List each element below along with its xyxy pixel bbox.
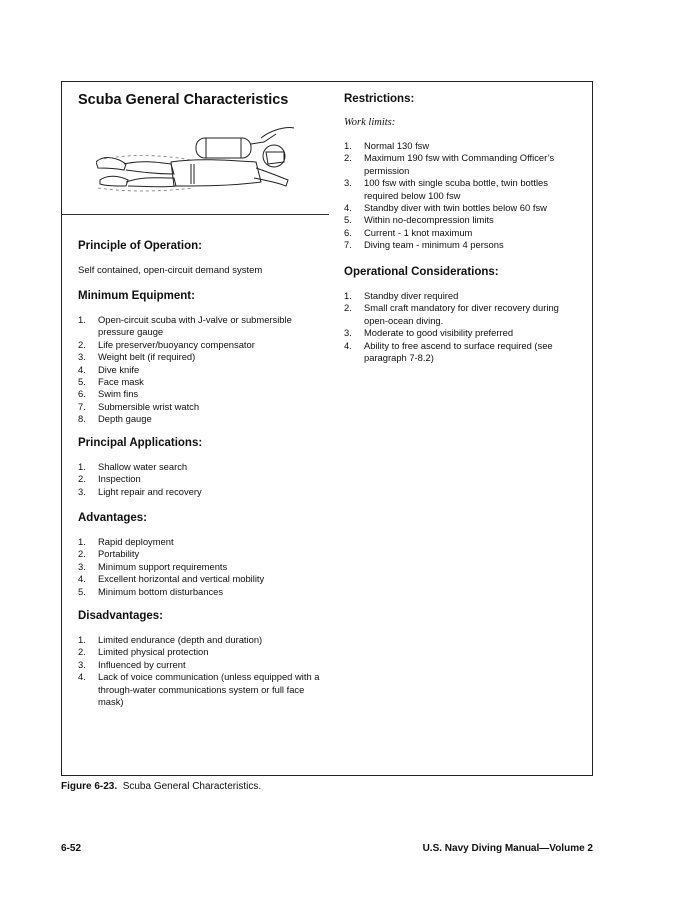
list-item-number: 4. [78, 671, 86, 683]
advantages-list [78, 536, 328, 598]
list-item [344, 239, 579, 251]
list-item-number: 5. [344, 214, 352, 226]
list-item-number: 2. [78, 646, 86, 658]
list-item-number: 7. [344, 239, 352, 251]
list-item-text: Standby diver required [364, 290, 459, 301]
list-item [78, 659, 328, 671]
list-item-text: Normal 130 fsw [364, 140, 430, 151]
list-item-text: Submersible wrist watch [98, 400, 200, 412]
page-title: Scuba General Characteristics [78, 92, 289, 108]
list-item [78, 401, 328, 413]
list-item-number: 7. [78, 400, 86, 412]
list-item [78, 561, 328, 573]
min-equipment-section [78, 290, 328, 426]
list-item [78, 536, 328, 548]
list-item-number: 1. [78, 461, 86, 472]
advantages-section [78, 512, 328, 598]
list-item-text: 100 fsw with single scuba bottle, twin bottles required below 100 fsw [364, 177, 548, 201]
list-item [78, 339, 328, 351]
list-item-number: 5. [78, 376, 86, 388]
list-item-number: 3. [78, 658, 86, 670]
list-item [78, 388, 328, 400]
list-item-number: 4. [78, 573, 86, 585]
advantages-heading: Advantages: [78, 512, 148, 524]
list-item-text: Limited endurance (depth and duration) [98, 634, 263, 645]
list-item-text: Portability [98, 548, 140, 560]
list-item-text: Shallow water search [98, 461, 188, 472]
list-item-number: 2. [78, 473, 86, 485]
list-item [344, 140, 579, 152]
list-item-text: Swim fins [98, 388, 139, 400]
list-item [78, 548, 328, 560]
list-item-text: Minimum support requirements [98, 560, 228, 572]
principle-section [78, 240, 328, 276]
list-item-number: 3. [344, 327, 352, 339]
min-equipment-heading: Minimum Equipment: [78, 290, 195, 302]
list-item-number: 8. [78, 413, 86, 425]
list-item-number: 1. [344, 290, 352, 301]
applications-list [78, 461, 328, 498]
list-item [344, 202, 579, 214]
operational-list [344, 290, 579, 364]
manual-title: U.S. Navy Diving Manual—Volume 2 [422, 843, 593, 854]
list-item [344, 227, 579, 239]
list-item-number: 1. [78, 634, 86, 645]
list-item [78, 671, 328, 708]
principle-text: Self contained, open-circuit demand system [78, 265, 263, 276]
list-item-number: 1. [78, 314, 86, 325]
disadvantages-heading: Disadvantages: [78, 610, 164, 622]
list-item-text: Small craft mandatory for diver recovery during open-ocean diving. [364, 302, 559, 326]
list-item-text: Life preserver/buoyancy compensator [98, 338, 255, 350]
list-item-text: Depth gauge [98, 413, 152, 425]
list-item-number: 4. [344, 339, 352, 351]
list-item-text: Minimum bottom disturbances [98, 585, 224, 597]
list-item [344, 290, 579, 302]
list-item [344, 152, 579, 177]
disadvantages-section [78, 610, 328, 708]
list-item-text: Face mask [98, 376, 144, 388]
work-limits-subheading: Work limits: [344, 117, 396, 128]
list-item-text: Ability to free ascend to surface required (see paragraph 7-8.2) [364, 339, 553, 364]
list-item-number: 5. [78, 585, 86, 597]
list-item [344, 302, 579, 327]
list-item-number: 3. [78, 485, 86, 497]
list-item-number: 2. [78, 338, 86, 350]
list-item-text: Excellent horizontal and vertical mobility [98, 573, 265, 585]
list-item-number: 6. [344, 226, 352, 238]
applications-heading: Principal Applications: [78, 437, 203, 449]
list-item [78, 486, 328, 498]
list-item-text: Rapid deployment [98, 536, 174, 547]
list-item-text: Light repair and recovery [98, 485, 202, 497]
list-item-text: Maximum 190 fsw with Commanding Officer’s permission [364, 152, 555, 176]
list-item [78, 473, 328, 485]
list-item-number: 4. [78, 363, 86, 375]
list-item [344, 327, 579, 339]
list-item-number: 6. [78, 388, 86, 400]
list-item-text: Open-circuit scuba with J-valve or submersible pressure gauge [98, 314, 292, 338]
list-item-text: Dive knife [98, 363, 140, 375]
list-item-number: 3. [78, 351, 86, 363]
list-item-text: Limited physical protection [98, 646, 209, 658]
diver-illustration [96, 124, 306, 199]
list-item [344, 177, 579, 202]
restrictions-heading: Restrictions: [344, 93, 415, 105]
list-item [78, 586, 328, 598]
figure-caption [61, 781, 261, 792]
operational-section [344, 266, 579, 364]
list-item-number: 2. [78, 548, 86, 560]
list-item [78, 461, 328, 473]
disadvantages-list [78, 634, 328, 708]
list-item [78, 413, 328, 425]
list-item-text: Within no-decompression limits [364, 214, 494, 226]
list-item-text: Inspection [98, 473, 141, 485]
list-item-number: 3. [344, 177, 352, 189]
list-item-number: 3. [78, 560, 86, 572]
list-item-text: Diving team - minimum 4 persons [364, 239, 504, 251]
min-equipment-list [78, 314, 328, 426]
list-item-text: Standby diver with twin bottles below 60 fsw [364, 202, 547, 214]
list-item-text: Weight belt (if required) [98, 351, 196, 363]
list-item-number: 1. [78, 536, 86, 547]
list-item-number: 2. [344, 302, 352, 314]
list-item-text: Moderate to good visibility preferred [364, 327, 514, 339]
restrictions-section [344, 93, 579, 252]
operational-heading: Operational Considerations: [344, 266, 499, 278]
list-item-text: Influenced by current [98, 658, 186, 670]
page-number: 6-52 [61, 843, 82, 854]
list-item [78, 376, 328, 388]
list-item-number: 2. [344, 152, 352, 164]
list-item [78, 351, 328, 363]
principle-heading: Principle of Operation: [78, 240, 202, 252]
list-item [78, 314, 328, 339]
section-divider [61, 214, 329, 215]
list-item-number: 4. [344, 202, 352, 214]
list-item [78, 634, 328, 646]
list-item-text: Lack of voice communication (unless equipped with a through-water communications system or full face mask) [98, 671, 320, 708]
caption-label: Figure 6-23. [61, 781, 118, 792]
list-item-number: 1. [344, 140, 352, 151]
caption-text: Scuba General Characteristics. [122, 781, 262, 792]
list-item [344, 214, 579, 226]
restrictions-list [344, 140, 579, 252]
list-item [78, 573, 328, 585]
list-item [78, 364, 328, 376]
list-item-text: Current - 1 knot maximum [364, 226, 473, 238]
list-item [344, 340, 579, 365]
list-item [78, 646, 328, 658]
applications-section [78, 437, 328, 498]
